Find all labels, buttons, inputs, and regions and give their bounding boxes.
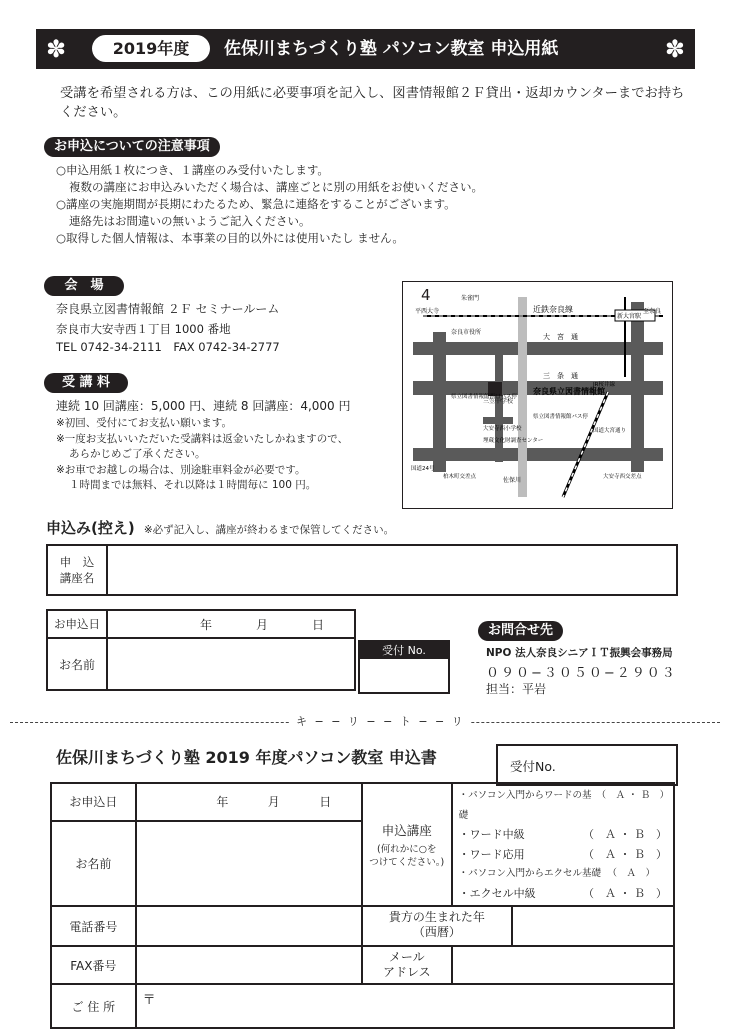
venue-phone: TEL 0742-34-2111 FAX 0742-34-2777	[56, 340, 280, 354]
form-title: 佐保川まちづくり塾 2019 年度パソコン教室 申込書	[56, 748, 437, 767]
fee-note: １時間までは無料、それ以降は１時間毎に 100 円。	[69, 479, 317, 491]
year-unit: 年	[216, 795, 229, 810]
stub-name-field[interactable]	[107, 638, 355, 690]
postal-mark-icon: 〒	[142, 993, 156, 1008]
application-form-table	[50, 782, 675, 1029]
stub-receipt-box	[358, 640, 450, 694]
svg-text:国道24号: 国道24号	[411, 466, 435, 472]
contact-person: 担当：平岩	[486, 682, 547, 696]
form-receipt-box	[496, 744, 678, 786]
svg-text:大 宮 通: 大 宮 通	[543, 333, 578, 341]
form-receipt-label: 受付No.	[510, 759, 556, 774]
svg-text:柏木町交差点: 柏木町交差点	[443, 474, 477, 480]
form-course-note: (何れかに○を つけてください。)	[369, 843, 445, 868]
access-map	[402, 281, 673, 509]
notice-list	[56, 162, 483, 247]
course-option[interactable]: ・ワード応用 （ Ａ ・ Ｂ ）	[458, 847, 667, 861]
day-unit: 日	[319, 795, 332, 810]
form-fax-field[interactable]	[136, 946, 362, 984]
fee-note: あらかじめご了承ください。	[69, 448, 206, 460]
svg-text:奈良市役所: 奈良市役所	[451, 329, 482, 336]
flower-ornament-icon: ✽	[664, 35, 685, 63]
month-unit: 月	[255, 617, 268, 632]
svg-text:県立図書情報館西口バス停: 県立図書情報館西口バス停	[451, 394, 518, 400]
form-fax-label: FAX番号	[51, 946, 136, 984]
form-course-label: 申込講座	[381, 822, 432, 838]
contact-phone: ０９０−３０５０−２９０３	[486, 666, 677, 681]
fee-notes	[56, 416, 348, 494]
stub-course-field[interactable]	[107, 545, 677, 595]
fee-heading: 受 講 料	[44, 373, 128, 393]
form-date-label: お申込日	[51, 783, 136, 821]
cut-line-label: キ − − リ − − ト − − リ	[290, 713, 471, 729]
svg-text:4: 4	[421, 286, 431, 304]
svg-text:国道大宮通り: 国道大宮通り	[593, 428, 627, 434]
notice-line: ○申込用紙１枚につき、１講座のみ受付いたします。	[56, 163, 329, 177]
notice-line: 複数の講座にお申込みいただく場合は、講座ごとに別の用紙をお使いください。	[69, 180, 483, 194]
stub-heading: 申込み(控え)	[46, 519, 135, 537]
stub-course-table	[46, 544, 678, 596]
svg-text:平西大寺: 平西大寺	[415, 308, 440, 315]
fee-note: ※一度お支払いいただいた受講料は返金いたしかねますので、	[56, 432, 349, 445]
stub-date-label: お申込日	[47, 610, 107, 638]
form-birth-label: 貴方の生まれた年 （西暦）	[363, 907, 513, 945]
form-course-label-cell	[362, 783, 452, 906]
stub-info-table	[46, 609, 356, 691]
year-unit: 年	[199, 617, 212, 632]
form-phone-field[interactable]	[136, 906, 362, 946]
notice-line: ○講座の実施期間が長期にわたるため、緊急に連絡をすることがございます。	[56, 197, 456, 211]
svg-text:佐保川: 佐保川	[503, 477, 522, 484]
form-birth-row	[362, 906, 674, 946]
intro-text: 受講を希望される方は、この用紙に必要事項を記入し、図書情報館２Ｆ貸出・返却カウンターまでお持ちください。	[60, 86, 685, 120]
svg-text:大安寺西交差点: 大安寺西交差点	[603, 474, 642, 480]
svg-text:至奈良: 至奈良	[643, 308, 662, 315]
svg-text:県立図書情報館バス停: 県立図書情報館バス停	[533, 414, 589, 420]
form-name-field[interactable]	[136, 821, 362, 906]
svg-text:JR桜井線: JR桜井線	[593, 382, 615, 388]
page-title: 佐保川まちづくり塾 パソコン教室 申込用紙	[224, 39, 559, 59]
contact-heading: お問合せ先	[478, 621, 563, 641]
stub-date-field[interactable]	[107, 610, 355, 638]
stub-receipt-label: 受付 No.	[360, 642, 448, 659]
form-name-label: お名前	[51, 821, 136, 906]
fee-note: ※初回、受付にてお支払い願います。	[56, 417, 232, 429]
contact-org: NPO 法人奈良シニアＩＴ振興会事務局	[486, 647, 673, 659]
course-option[interactable]: ・エクセル中級 （ Ａ ・ Ｂ ）	[458, 886, 667, 900]
svg-text:奈良県立図書情報館: 奈良県立図書情報館	[533, 387, 605, 396]
stub-name-label: お名前	[47, 638, 107, 690]
stub-heading-note: ※必ず記入し、講座が終わるまで保管してください。	[143, 524, 395, 536]
svg-text:埋蔵文化財調査センター: 埋蔵文化財調査センター	[483, 438, 544, 444]
notice-heading: お申込についての注意事項	[44, 137, 220, 157]
svg-text:大安寺西小学校: 大安寺西小学校	[483, 426, 522, 432]
svg-text:近鉄奈良線: 近鉄奈良線	[533, 305, 573, 314]
flower-ornament-icon: ✽	[46, 35, 67, 63]
svg-text:三笠中学校: 三笠中学校	[483, 398, 514, 405]
svg-text:三 条 通: 三 条 通	[543, 372, 578, 380]
svg-text:新大宮駅: 新大宮駅	[617, 313, 642, 320]
course-option[interactable]: ・パソコン入門からエクセル基礎 （ Ａ ）	[458, 868, 655, 879]
venue-address: 奈良市大安寺西１丁目 1000 番地	[56, 322, 231, 336]
year-badge: 2019年度	[92, 35, 210, 62]
header-banner	[36, 29, 695, 69]
notice-line: ○取得した個人情報は、本事業の目的以外には使用いたし ません。	[56, 231, 404, 245]
svg-text:朱雀門: 朱雀門	[461, 295, 480, 302]
venue-heading: 会 場	[44, 276, 124, 296]
fee-main: 連続 10 回講座：5,000 円、連続 8 回講座：4,000 円	[56, 399, 351, 413]
form-email-field[interactable]	[452, 946, 674, 984]
map-graphic	[403, 282, 672, 508]
stub-receipt-field[interactable]	[360, 659, 448, 690]
form-date-field[interactable]	[136, 783, 362, 821]
form-address-field[interactable]	[136, 984, 674, 1028]
form-address-label: ご 住 所	[51, 984, 136, 1028]
day-unit: 日	[311, 617, 324, 632]
fee-note: ※お車でお越しの場合は、別途駐車料金が必要です。	[56, 463, 306, 476]
form-course-options	[452, 783, 674, 906]
notice-line: 連絡先はお間違いの無いようご記入ください。	[69, 214, 311, 228]
form-phone-label: 電話番号	[51, 906, 136, 946]
month-unit: 月	[267, 795, 280, 810]
form-email-label: メール アドレス	[362, 946, 452, 984]
stub-heading-row	[46, 517, 394, 538]
form-birth-field[interactable]	[513, 907, 673, 945]
course-option[interactable]: ・パソコン入門からワードの基礎 （ Ａ ・ Ｂ ）	[458, 790, 670, 821]
course-option[interactable]: ・ワード中級 （ Ａ ・ Ｂ ）	[458, 828, 667, 841]
stub-course-label: 申 込 講座名	[47, 545, 107, 595]
venue-name: 奈良県立図書情報館 ２Ｆ セミナールーム	[56, 302, 280, 316]
